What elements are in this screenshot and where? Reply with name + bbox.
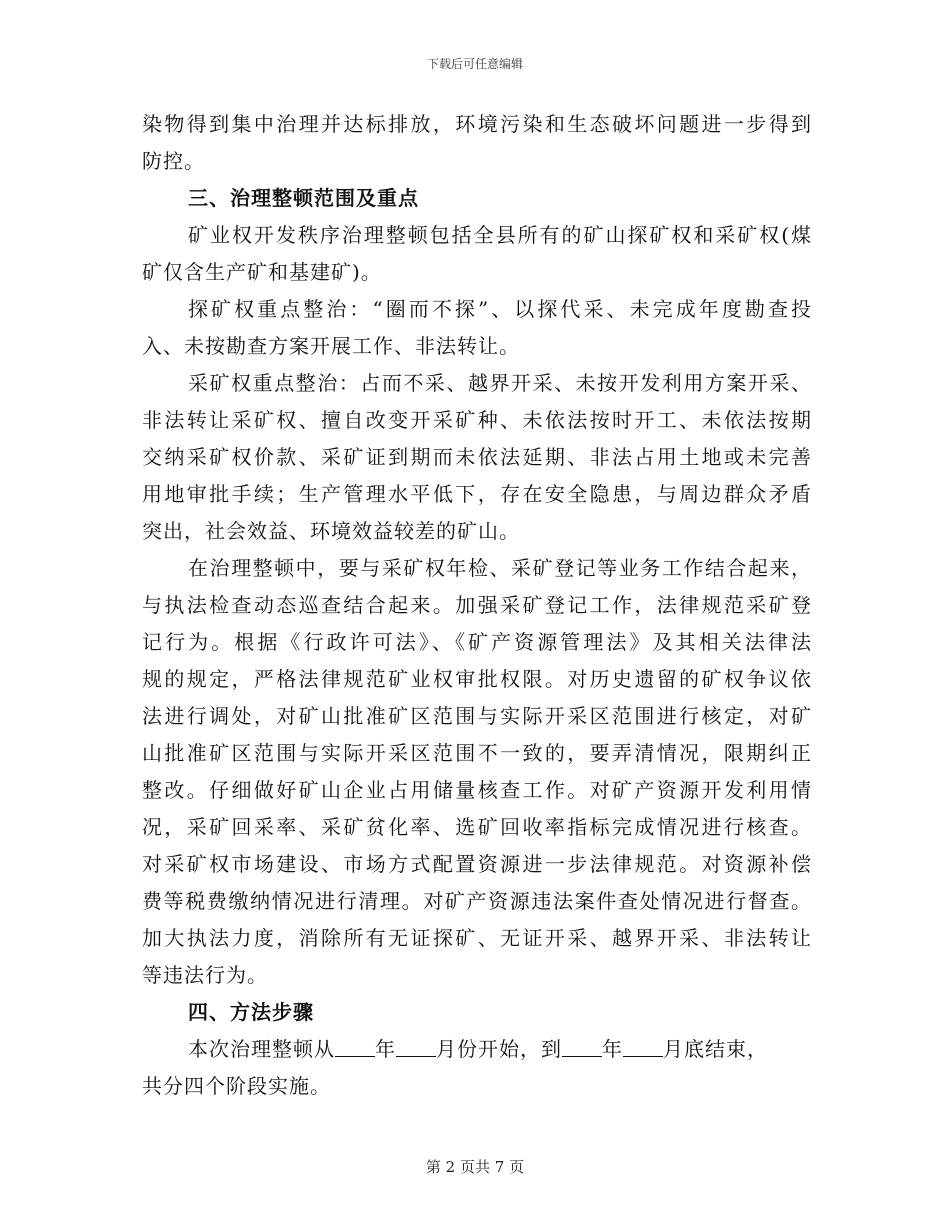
step-line bbox=[142, 1031, 812, 1068]
blank-field bbox=[335, 1036, 375, 1057]
blank-field bbox=[623, 1036, 663, 1057]
body-line: 矿仅含生产矿和基建矿)。 bbox=[142, 260, 382, 284]
page-footer: 第 2 页共 7 页 bbox=[425, 1158, 525, 1176]
body-line: 共分四个阶段实施。 bbox=[142, 1074, 331, 1098]
paragraph-start: 采矿权重点整治：占而不采、越界开采、未按开发利用方案开采、 bbox=[188, 371, 812, 395]
document-body bbox=[142, 106, 812, 1105]
paragraph-start: 探矿权重点整治：“圈而不探”、以探代采、未完成年度勘查投 bbox=[188, 297, 812, 321]
body-line: 记行为。根据《行政许可法》、《矿产资源管理法》及其相关法律法 bbox=[142, 630, 812, 654]
body-line: 非法转让采矿权、擅自改变开采矿种、未依法按时开工、未依法按期 bbox=[142, 408, 812, 432]
step-text-year: 年 bbox=[375, 1037, 396, 1061]
body-line: 加大执法力度，消除所有无证探矿、无证开采、越界开采、非法转让 bbox=[142, 926, 812, 950]
body-line: 防控。 bbox=[142, 149, 205, 173]
body-line: 用地审批手续；生产管理水平低下，存在安全隐患，与周边群众矛盾 bbox=[142, 482, 812, 506]
body-line: 法进行调处，对矿山批准矿区范围与实际开采区范围进行核定，对矿 bbox=[142, 704, 812, 728]
body-line: 染物得到集中治理并达标排放，环境污染和生态破坏问题进一步得到 bbox=[142, 112, 812, 136]
body-line: 规的规定，严格法律规范矿业权审批权限。对历史遗留的矿权争议依 bbox=[142, 667, 812, 691]
step-text-month-start: 月份开始，到 bbox=[436, 1037, 562, 1061]
page-header: 下载后可任意编辑 bbox=[426, 57, 523, 71]
step-text-month-end: 月底结束， bbox=[663, 1037, 768, 1061]
paragraph-start: 在治理整顿中，要与采矿权年检、采矿登记等业务工作结合起来， bbox=[188, 556, 812, 580]
body-line: 入、未按勘查方案开展工作、非法转让。 bbox=[142, 334, 520, 358]
body-line: 等违法行为。 bbox=[142, 963, 268, 987]
body-line: 整改。仔细做好矿山企业占用储量核查工作。对矿产资源开发利用情 bbox=[142, 778, 812, 802]
section-heading: 三、治理整顿范围及重点 bbox=[188, 186, 419, 210]
blank-field bbox=[562, 1036, 602, 1057]
body-line: 与执法检查动态巡查结合起来。加强采矿登记工作，法律规范采矿登 bbox=[142, 593, 812, 617]
body-line: 况，采矿回采率、采矿贫化率、选矿回收率指标完成情况进行核查。 bbox=[142, 815, 812, 839]
body-line: 交纳采矿权价款、采矿证到期而未依法延期、非法占用土地或未完善 bbox=[142, 445, 812, 469]
paragraph-start: 矿业权开发秩序治理整顿包括全县所有的矿山探矿权和采矿权(煤 bbox=[188, 223, 812, 247]
step-text-start: 本次治理整顿从 bbox=[188, 1037, 335, 1061]
step-text-year-end: 年 bbox=[602, 1037, 623, 1061]
body-line: 费等税费缴纳情况进行清理。对矿产资源违法案件查处情况进行督查。 bbox=[142, 889, 812, 913]
body-line: 突出，社会效益、环境效益较差的矿山。 bbox=[142, 519, 520, 543]
blank-field bbox=[396, 1036, 436, 1057]
section-heading: 四、方法步骤 bbox=[188, 1000, 314, 1024]
body-line: 山批准矿区范围与实际开采区范围不一致的，要弄清情况，限期纠正 bbox=[142, 741, 812, 765]
body-line: 对采矿权市场建设、市场方式配置资源进一步法律规范。对资源补偿 bbox=[142, 852, 812, 876]
